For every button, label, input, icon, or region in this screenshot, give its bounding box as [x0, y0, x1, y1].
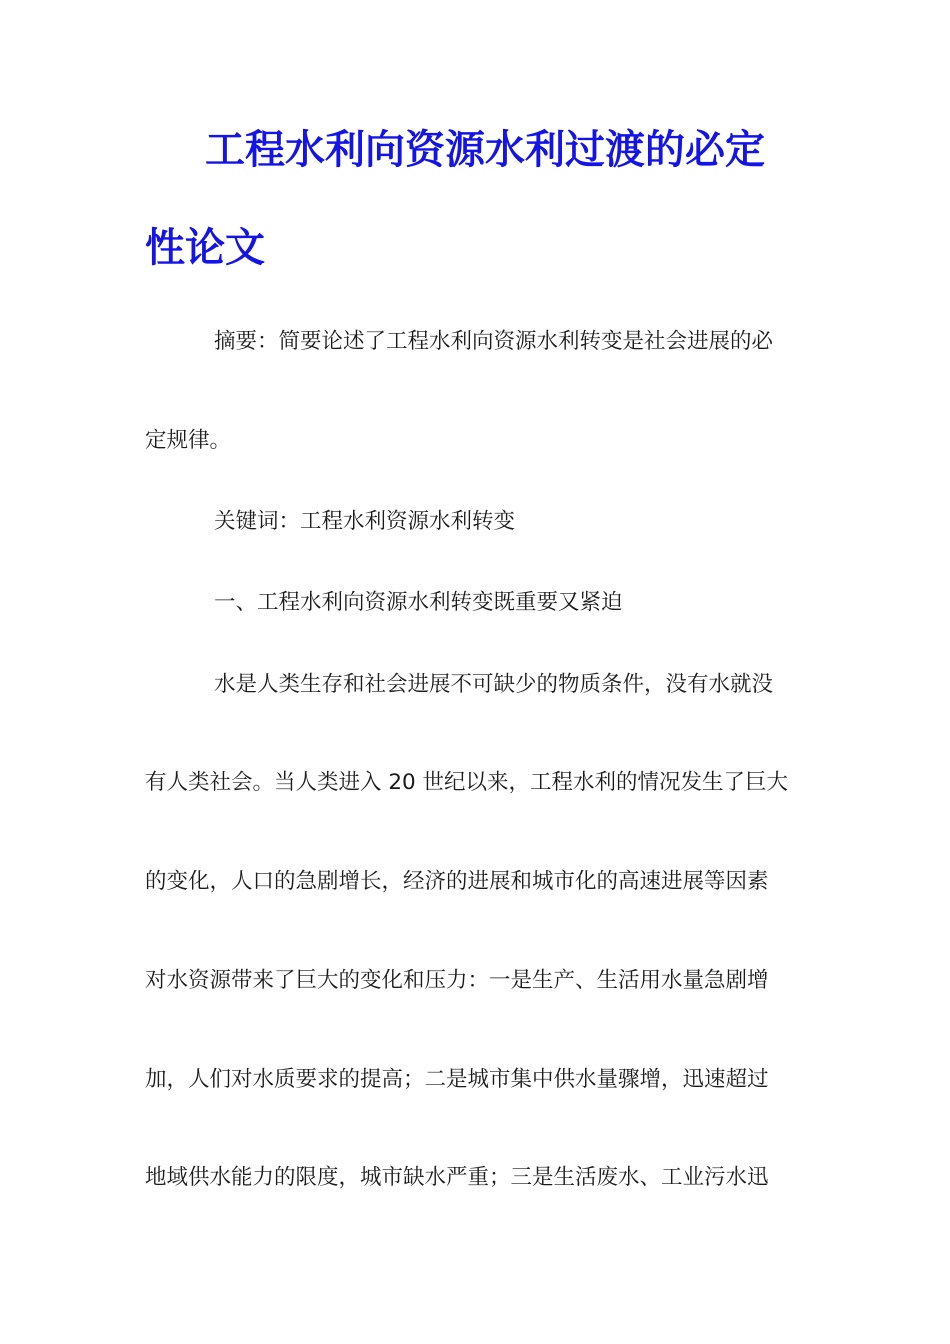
body-line-2: 有人类社会。当人类进入 20 世纪以来，工程水利的情况发生了巨大 — [145, 770, 789, 795]
section-heading: 一、工程水利向资源水利转变既重要又紧迫 — [214, 590, 623, 615]
abstract-line-2: 定规律。 — [145, 428, 232, 453]
body-line-4: 对水资源带来了巨大的变化和压力：一是生产、生活用水量急剧增 — [145, 968, 769, 993]
abstract-line-1: 摘要：简要论述了工程水利向资源水利转变是社会进展的必 — [214, 329, 774, 354]
document-title-line-2: 性论文 — [145, 224, 265, 271]
body-line-1: 水是人类生存和社会进展不可缺少的物质条件，没有水就没 — [214, 672, 774, 697]
body-line-5: 加，人们对水质要求的提高；二是城市集中供水量骤增，迅速超过 — [145, 1067, 769, 1092]
body-line-6: 地域供水能力的限度，城市缺水严重；三是生活废水、工业污水迅 — [145, 1165, 769, 1190]
keywords-line: 关键词：工程水利资源水利转变 — [214, 509, 516, 534]
document-title-line-1: 工程水利向资源水利过渡的必定 — [205, 126, 765, 173]
body-line-3: 的变化，人口的急剧增长，经济的进展和城市化的高速进展等因素 — [145, 869, 769, 894]
